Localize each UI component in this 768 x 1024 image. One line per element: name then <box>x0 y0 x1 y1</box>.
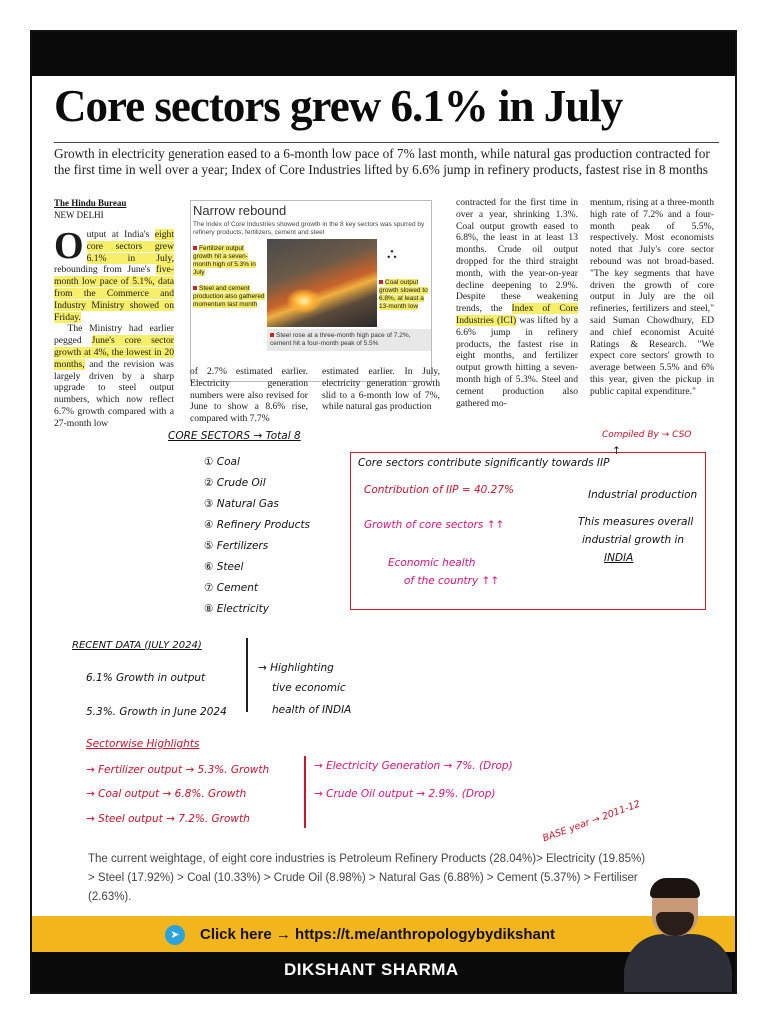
weightage-note: The current weightage, of eight core industries is Petroleum Refinery Products (28.04%)> Electricity (19.85%) > Steel (17.92%) > Coal (10.33%) > Crude Oil (8.98%) > Natural Gas (6.88%) > Cement (5.37%) > Fertiliser (2.63%). <box>88 853 646 903</box>
infobox <box>190 200 432 382</box>
sector-item: ② Crude Oil <box>204 477 266 489</box>
measures-line-1: This measures overall <box>578 516 694 528</box>
author-name: DIKSHANT SHARMA <box>284 960 459 979</box>
electricity-generation: → Electricity Generation → 7%. (Drop) <box>314 760 513 772</box>
contribution-iip: Contribution of IIP = 40.27% <box>364 484 515 496</box>
highlight-line-2: tive economic <box>272 682 346 694</box>
col1-text: and the revision was largely driven by a sharp upgrade to steel output numbers, which now reflect 6.7% growth compared with a 27-month low <box>54 358 174 429</box>
growth-output: 6.1% Growth in output <box>86 672 206 684</box>
author-portrait <box>618 878 737 994</box>
article-column-3: estimated earlier. In July, electricity generation growth slid to a 6-month low of 7%, while natural gas production <box>322 366 440 413</box>
industrial-production: Industrial production <box>588 489 698 501</box>
core-sectors-heading: CORE SECTORS → Total 8 <box>168 430 301 442</box>
article-column-1 <box>54 225 175 430</box>
headline: Core sectors grew 6.1% in July <box>54 81 623 131</box>
page-frame <box>30 30 737 994</box>
base-year: BASE year → 2011-12 <box>541 798 642 845</box>
box-heading: Core sectors contribute significantly towards IIP <box>358 457 610 469</box>
sector-item: ⑧ Electricity <box>204 603 269 615</box>
economic-health-line-2: of the country ↑↑ <box>404 575 500 587</box>
dropcap: O <box>54 225 84 267</box>
telegram-icon[interactable]: ➤ <box>165 925 185 945</box>
col4-text: contracted for the first time in over a year, shrinking 1.3%. Coal output growth eased to 6.8%, the least in at least 13 months. Crude oil output dropped for the third straight month, with the year-on-year decline deepening to 2.9%. Despite these weakening trends, the <box>456 197 578 315</box>
sector-item: ⑥ Steel <box>204 561 244 573</box>
col1-text: utput at India's <box>86 229 155 240</box>
dateline: NEW DELHI <box>54 210 104 220</box>
telegram-link[interactable]: Click here → https://t.me/anthropologybydikshant <box>200 926 556 943</box>
sector-item: ⑦ Cement <box>204 582 259 594</box>
portrait-hair <box>650 878 700 898</box>
steel-plant-photo <box>267 239 377 327</box>
coal-cart-icon: ⛬ <box>387 245 397 261</box>
economic-health-line-1: Economic health <box>388 557 476 569</box>
note-fertilizer: Fertilizer output growth hit a seven-month high of 5.3% in July <box>193 245 256 276</box>
crude-oil-output: → Crude Oil output → 2.9%. (Drop) <box>314 788 496 800</box>
article-column-5: mentum, rising at a three-month high rate of 7.2% and a four-month peak of 5.5%, respectively. Most economists noted that July's core sector rebound was not broad-based. "The key segments that have driven the growth of core output in July are the oil refineries, fertilizers and steel," said Suman Chowdhury, ED and chief economist Acuité Ratings & Research. "We expect core sectors' growth to average between 5.5% and 6% this year, given the pickup in public capital expenditure." <box>590 197 714 397</box>
bureau: The Hindu Bureau <box>54 198 127 208</box>
deck: Growth in electricity generation eased to a 6-month low pace of 7% last month, while natural gas production contracted for the first time in well over a year; Index of Core Industries lifted by 6.6% jump in refinery products, fastest rise in 8 months <box>54 142 719 178</box>
sector-item: ① Coal <box>204 456 240 468</box>
col1-text: The Ministry had earlier pegged <box>54 323 175 347</box>
compiled-by: Compiled By → CSO <box>602 430 692 440</box>
sector-item: ③ Natural Gas <box>204 498 279 510</box>
note-bottom <box>267 329 431 351</box>
measures-line-3: INDIA <box>604 552 634 564</box>
article-column-4 <box>456 197 578 409</box>
iip-up-arrow: ↑ <box>612 445 621 457</box>
col1-text: rebounding from June's <box>54 264 156 276</box>
steel-output: → Steel output → 7.2%. Growth <box>86 813 250 825</box>
note-coal: Coal output growth slowed to 6.8%, at least a 13-month low <box>379 279 428 310</box>
col4-highlight: Index of Core Industries (ICI) <box>456 303 578 326</box>
byline <box>54 197 126 221</box>
sectorwise-divider <box>304 756 306 828</box>
col4-text: was lifted by a 6.6% jump in refinery products, the fastest rise in eight months, and fertilizer output growth hitting a seven-month high of 5.3%. Steel and cement production also gathered mo- <box>456 314 578 409</box>
infobox-title: Narrow rebound <box>193 203 287 218</box>
infobox-subtitle: The Index of Core Industries showed growth in the 8 key sectors was spurred by refinery products, fertilizers, cement and steel <box>193 221 425 236</box>
note-steel: Steel and cement production also gathered momentum last month <box>193 285 265 308</box>
top-bar <box>32 32 735 76</box>
highlight-line-3: health of INDIA <box>272 704 352 716</box>
highlight-line-1: → Highlighting <box>258 662 334 674</box>
col1-highlight: eight core sectors grew 6.1% in July, <box>86 229 174 264</box>
article-column-2: of 2.7% estimated earlier. Electricity generation numbers were also revised for June to show a 8.6% rise, compared with 7.7% <box>190 366 308 425</box>
sector-item: ⑤ Fertilizers <box>204 540 269 552</box>
divider-line <box>246 638 248 712</box>
growth-core-sectors: Growth of core sectors ↑↑ <box>364 519 505 531</box>
spark-glow <box>287 289 321 313</box>
col1-highlight: five-month low pace of 5.1%, data from the Commerce and Industry Ministry showed on Friday. <box>54 264 174 323</box>
recent-data-heading: RECENT DATA (JULY 2024) <box>72 640 202 651</box>
growth-june: 5.3%. Growth in June 2024 <box>86 706 227 718</box>
note-bottom-text: Steel rose at a three-month high pace of 7.2%, cement hit a four-month peak of 5.5% <box>270 332 411 347</box>
sector-item: ④ Refinery Products <box>204 519 311 531</box>
coal-output: → Coal output → 6.8%. Growth <box>86 788 247 800</box>
fertilizer-output: → Fertilizer output → 5.3%. Growth <box>86 764 270 776</box>
sectorwise-heading: Sectorwise Highlights <box>86 738 200 750</box>
col1-highlight: June's core sector growth at 4%, the lowest in 20 months, <box>54 335 174 370</box>
measures-line-2: industrial growth in <box>582 534 685 546</box>
portrait-body <box>624 934 732 994</box>
